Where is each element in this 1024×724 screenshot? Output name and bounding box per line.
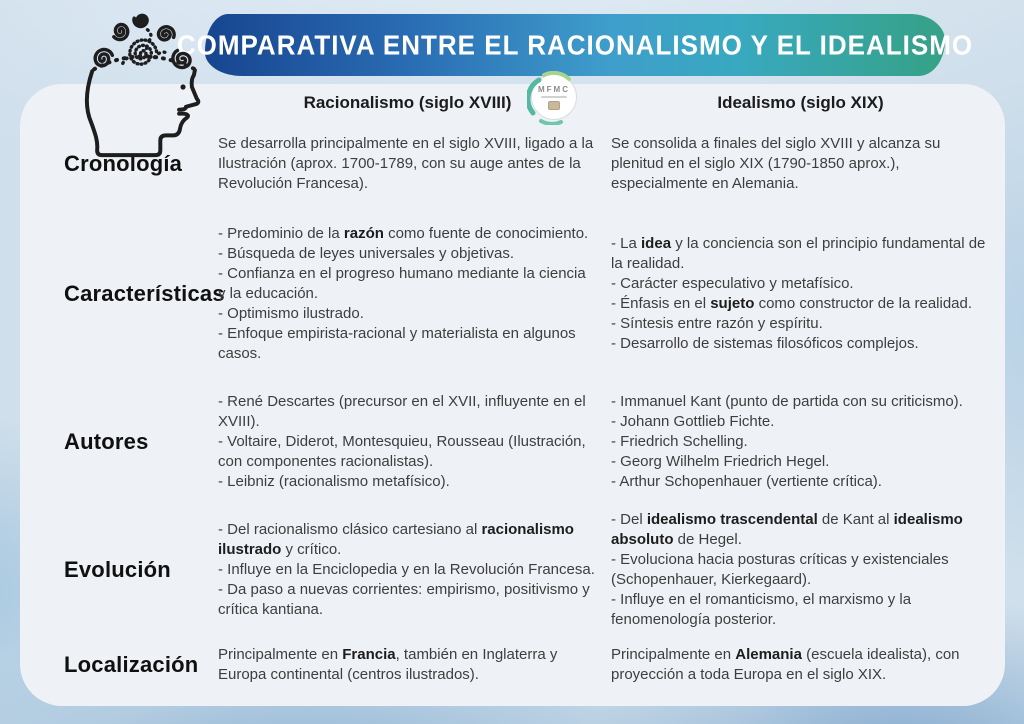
cell-racionalismo-localizacion: Principalmente en Francia, también en Inglaterra y Europa continental (centros ilustrados). xyxy=(218,646,558,683)
column-header-idealismo: Idealismo (siglo XIX) xyxy=(717,93,884,112)
cell-racionalismo-caracteristicas: - Predominio de la razón como fuente de conocimiento. - Búsqueda de leyes universales y objetivas. - Confianza en el progreso humano mediante la ciencia y la educación. - Optimismo ilustrado. - Enfoque empirista-racional y materialista en algunos casos. xyxy=(218,225,589,362)
page-title: COMPARATIVA ENTRE EL RACIONALISMO Y EL IDEALISMO xyxy=(176,28,974,61)
table-row-localizacion xyxy=(46,645,990,685)
row-label: Localización xyxy=(64,652,199,677)
row-label: Evolución xyxy=(64,557,171,582)
column-header-racionalismo: Racionalismo (siglo XVIII) xyxy=(303,93,512,112)
cell-idealismo-localizacion: Principalmente en Alemania (escuela idealista), con proyección a toda Europa en el siglo XIX. xyxy=(611,646,960,683)
cell-racionalismo-cronologia: Se desarrolla principalmente en el siglo XVIII, ligado a la Ilustración (aprox. 1700-1789, con su auge antes de la Revolución Francesa). xyxy=(218,135,594,192)
cell-racionalismo-autores: - René Descartes (precursor en el XVII, influyente en el XVIII). - Voltaire, Diderot, Montesquieu, Rousseau (Ilustración, con componentes racionalistas). - Leibniz (racionalismo metafísico). xyxy=(218,393,586,490)
row-label: Autores xyxy=(64,429,149,454)
mfmc-logo-arcs xyxy=(527,71,581,125)
mfmc-logo-text: MFMC xyxy=(538,84,570,94)
brain-head-profile-icon xyxy=(80,8,212,166)
cell-idealismo-autores: - Immanuel Kant (punto de partida con su criticismo). - Johann Gottlieb Fichte. - Friedrich Schelling. - Georg Wilhelm Friedrich Hegel. - Arthur Schopenhauer (vertiente crítica). xyxy=(611,393,963,490)
cell-idealismo-cronologia: Se consolida a finales del siglo XVIII y alcanza su plenitud en el siglo XIX (1790-1850 aprox.), especialmente en Alemania. xyxy=(611,135,941,192)
mfmc-logo-badge xyxy=(527,71,581,125)
table-row-evolucion xyxy=(46,510,990,630)
table-row-caracteristicas xyxy=(46,224,990,364)
table-row-autores xyxy=(46,392,990,492)
comparison-table xyxy=(46,93,990,685)
cell-racionalismo-evolucion: - Del racionalismo clásico cartesiano al racionalismo ilustrado y crítico. - Influye en la Enciclopedia y en la Revolución Francesa. - Da paso a nuevas corrientes: empirismo, positivismo y crítica kantiana. xyxy=(218,521,595,618)
comparison-card xyxy=(20,84,1005,706)
table-rows xyxy=(46,134,990,685)
cell-idealismo-caracteristicas: - La idea y la conciencia son el principio fundamental de la realidad. - Carácter especulativo y metafísico. - Énfasis en el sujeto como constructor de la realidad. - Síntesis entre razón y espíritu. - Desarrollo de sistemas filosóficos complejos. xyxy=(611,235,986,352)
row-label: Características xyxy=(64,281,225,306)
cell-idealismo-evolucion: - Del idealismo trascendental de Kant al idealismo absoluto de Hegel. - Evoluciona hacia posturas críticas y existenciales (Schopenhauer, Kierkegaard). - Influye en el romanticismo, el marxismo y la fenomenología posterior. xyxy=(611,511,963,628)
title-banner xyxy=(176,14,974,76)
row-label: Cronología xyxy=(64,151,183,176)
